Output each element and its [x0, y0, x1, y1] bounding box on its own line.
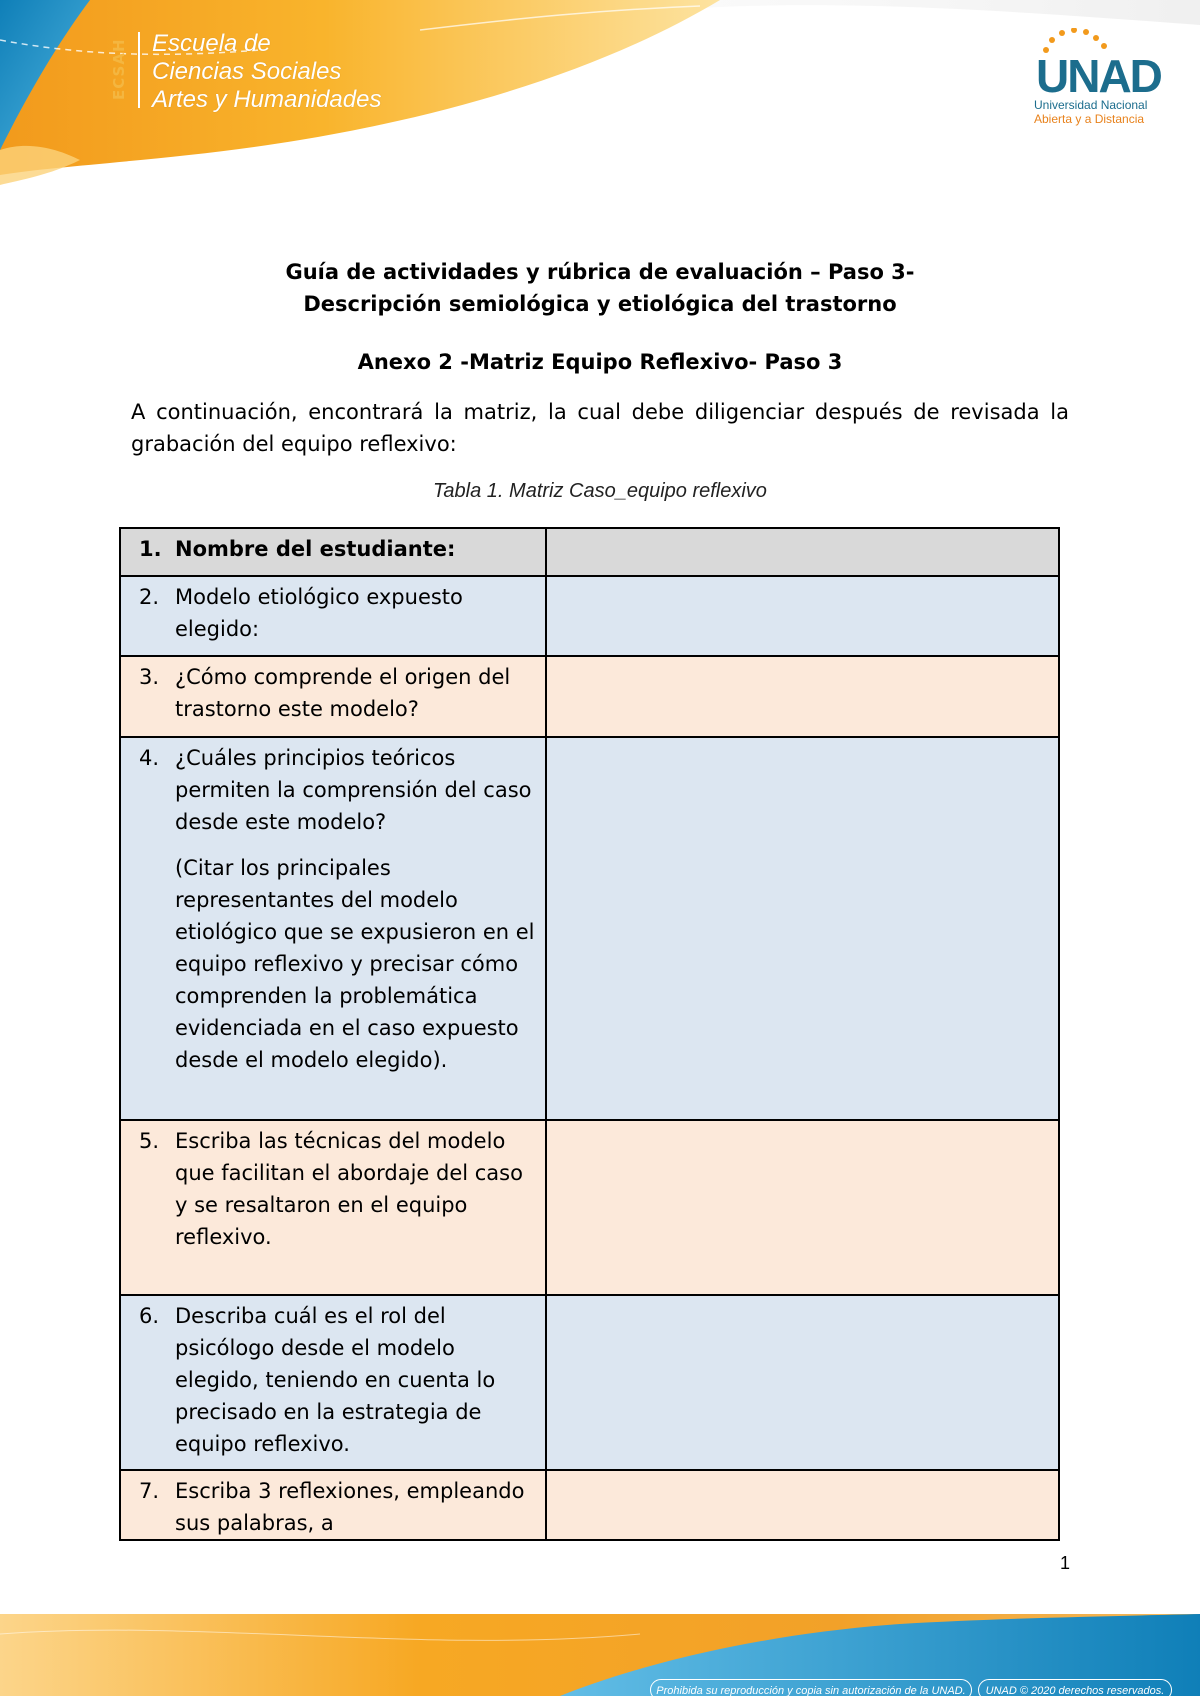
school-divider: [138, 32, 140, 108]
answer-cell[interactable]: [546, 1120, 1059, 1295]
page-number: 1: [1059, 1553, 1070, 1573]
question-text: Describa cuál es el rol del psicólogo desde el modelo elegido, teniendo en cuenta lo precisado en la estrategia de equipo reflexivo.: [175, 1304, 496, 1456]
question-number: 4.: [139, 746, 160, 770]
table-row: [120, 1120, 1059, 1295]
title-line-2: Descripción semiológica y etiológica del trastorno: [303, 292, 897, 316]
answer-cell[interactable]: [546, 528, 1059, 576]
table-row: [120, 737, 1059, 1120]
school-name-line-2: Ciencias Sociales: [152, 58, 342, 85]
table-row: [120, 1470, 1059, 1540]
question-number: 7.: [139, 1479, 160, 1503]
question-number: 2.: [139, 585, 160, 609]
logo-wordmark: UNAD: [1036, 50, 1161, 98]
question-cell: [120, 656, 546, 737]
reflexive-team-matrix: [119, 527, 1060, 1541]
table-row: [120, 528, 1059, 576]
footer-notice: Prohibida su reproducción y copia sin autorización de la UNAD.: [650, 1679, 972, 1701]
question-number: 1.: [139, 537, 162, 561]
school-name-line-3: Artes y Humanidades: [152, 86, 382, 113]
title-line-1: Guía de actividades y rúbrica de evaluación – Paso 3-: [285, 260, 915, 284]
unad-logo-mark: [1034, 28, 1164, 98]
question-number: 6.: [139, 1304, 160, 1328]
question-cell: [120, 528, 546, 576]
question-text: ¿Cómo comprende el origen del trastorno este modelo?: [175, 665, 511, 721]
table-row: [120, 1295, 1059, 1470]
question-number: 3.: [139, 665, 160, 689]
table-row: [120, 576, 1059, 656]
question-text: Modelo etiológico expuesto elegido:: [175, 585, 463, 641]
footer-copyright: UNAD © 2020 derechos reservados.: [978, 1679, 1172, 1701]
answer-cell[interactable]: [546, 576, 1059, 656]
annex-title: Anexo 2 -Matriz Equipo Reflexivo- Paso 3: [357, 350, 843, 374]
answer-cell[interactable]: [546, 656, 1059, 737]
logo-subtitle-2: Abierta y a Distancia: [1034, 112, 1145, 126]
question-number: 5.: [139, 1129, 160, 1153]
question-text: Escriba 3 reflexiones, empleando sus palabras, a: [175, 1479, 525, 1535]
question-cell: [120, 1120, 546, 1295]
unad-logo: [1034, 28, 1174, 128]
question-cell: [120, 576, 546, 656]
question-text: Nombre del estudiante:: [175, 537, 456, 561]
school-abbreviation: ECSAH: [110, 38, 128, 100]
school-branding: [110, 30, 430, 120]
school-name-line-1: Escuela de: [152, 30, 271, 57]
logo-subtitle-1: Universidad Nacional: [1034, 98, 1148, 112]
answer-cell[interactable]: [546, 1295, 1059, 1470]
table-row: [120, 656, 1059, 737]
question-cell: [120, 1470, 546, 1540]
question-note: (Citar los principales representantes del modelo etiológico que se expusieron en el equipo reflexivo y precisar cómo comprenden la problemática evidenciada en el caso expuesto desde el modelo elegido).: [175, 856, 535, 1072]
question-cell: [120, 1295, 546, 1470]
answer-cell[interactable]: [546, 1470, 1059, 1540]
question-cell: [120, 737, 546, 1120]
question-text: ¿Cuáles principios teóricos permiten la comprensión del caso desde este modelo?: [175, 746, 532, 834]
intro-paragraph: A continuación, encontrará la matriz, la cual debe diligenciar después de revisada la grabación del equipo reflexivo:: [131, 400, 1069, 456]
answer-cell[interactable]: [546, 737, 1059, 1120]
document-title: [200, 256, 1000, 320]
table-caption: Tabla 1. Matriz Caso_equipo reflexivo: [433, 480, 767, 502]
question-text: Escriba las técnicas del modelo que facilitan el abordaje del caso y se resaltaron en el equipo reflexivo.: [175, 1129, 523, 1249]
